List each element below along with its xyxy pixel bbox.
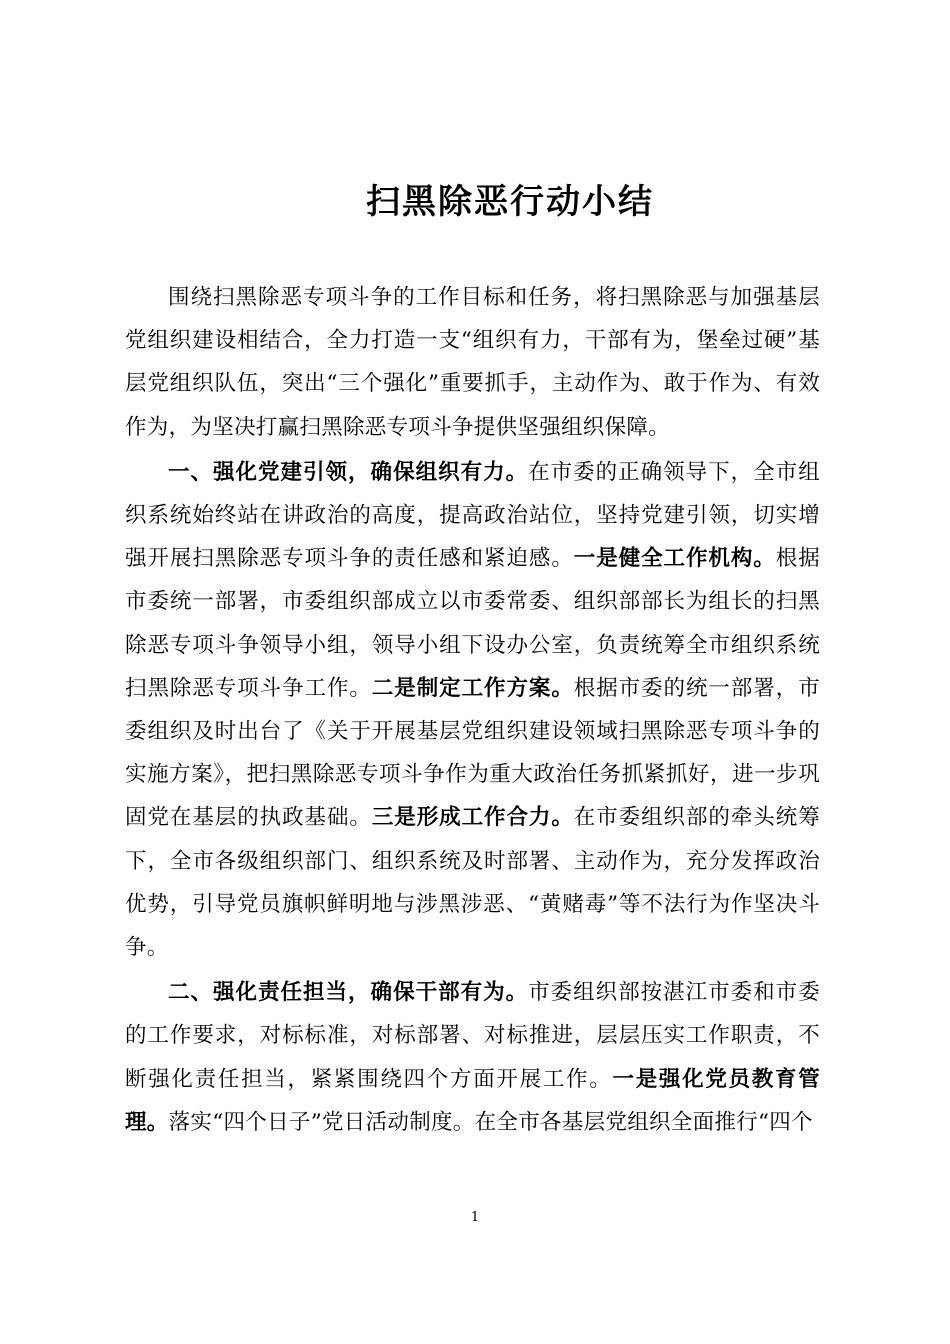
paragraph-text: 根据市委统一部署，市委组织部成立以市委常委、组织部部长为组长的扫黑除恶专项斗争领导小组，领导小组下设办公室，负责统筹全市组织系统扫黑除恶专项斗争工作。 bbox=[125, 546, 820, 701]
document-body bbox=[125, 276, 820, 1146]
document-title: 扫黑除恶行动小结 bbox=[366, 182, 654, 222]
paragraph-text: 根据市委的统一部署，市委组织及时出台了《关于开展基层党组织建设领域扫黑除恶专项斗争的实施方案》，把扫黑除恶专项斗争作为重大政治任务抓紧抓好，进一步巩固党在基层的执政基础。 bbox=[125, 675, 820, 831]
subheading: 一是强化党员教育管理。 bbox=[125, 1066, 820, 1135]
paragraph-text: 在市委组织部的牵头统筹下，全市各级组织部门、组织系统及时部署、主动作为，充分发挥政治优势，引导党员旗帜鲜明地与涉黑涉恶、“黄赌毒”等不法行为作坚决斗争。 bbox=[125, 805, 820, 961]
paragraph-intro bbox=[125, 276, 820, 449]
paragraph-section-two bbox=[125, 971, 820, 1144]
paragraph-text: 在市委的正确领导下，全市组织系统始终站在讲政治的高度，提高政治站位，坚持党建引领，切实增强开展扫黑除恶专项斗争的责任感和紧迫感。 bbox=[125, 459, 820, 572]
subheading: 二是制定工作方案。 bbox=[371, 675, 574, 701]
section-heading: 一、强化党建引领，确保组织有力。 bbox=[168, 459, 529, 485]
paragraph-text: 围绕扫黑除恶专项斗争的工作目标和任务，将扫黑除恶与加强基层党组织建设相结合，全力打造一支“组织有力，干部有为，堡垒过硬”基层党组织队伍，突出“三个强化”重要抓手，主动作为、敢于作为、有效作为，为坚决打赢扫黑除恶专项斗争提供坚强组织保障。 bbox=[125, 285, 820, 440]
section-heading: 二、强化责任担当，确保干部有为。 bbox=[168, 980, 529, 1006]
page-number: 1 bbox=[470, 1210, 480, 1225]
subheading: 三是形成工作合力。 bbox=[371, 805, 574, 831]
paragraph-text: 市委组织部按湛江市委和市委的工作要求，对标标准，对标部署、对标推进，层层压实工作职责，不断强化责任担当，紧紧围绕四个方面开展工作。 bbox=[125, 980, 820, 1092]
paragraph-section-one bbox=[125, 451, 820, 969]
paragraph-text: 落实“四个日子”党日活动制度。在全市各基层党组织全面推行“四个 bbox=[168, 1109, 813, 1135]
subheading: 一是健全工作机构。 bbox=[573, 546, 776, 572]
